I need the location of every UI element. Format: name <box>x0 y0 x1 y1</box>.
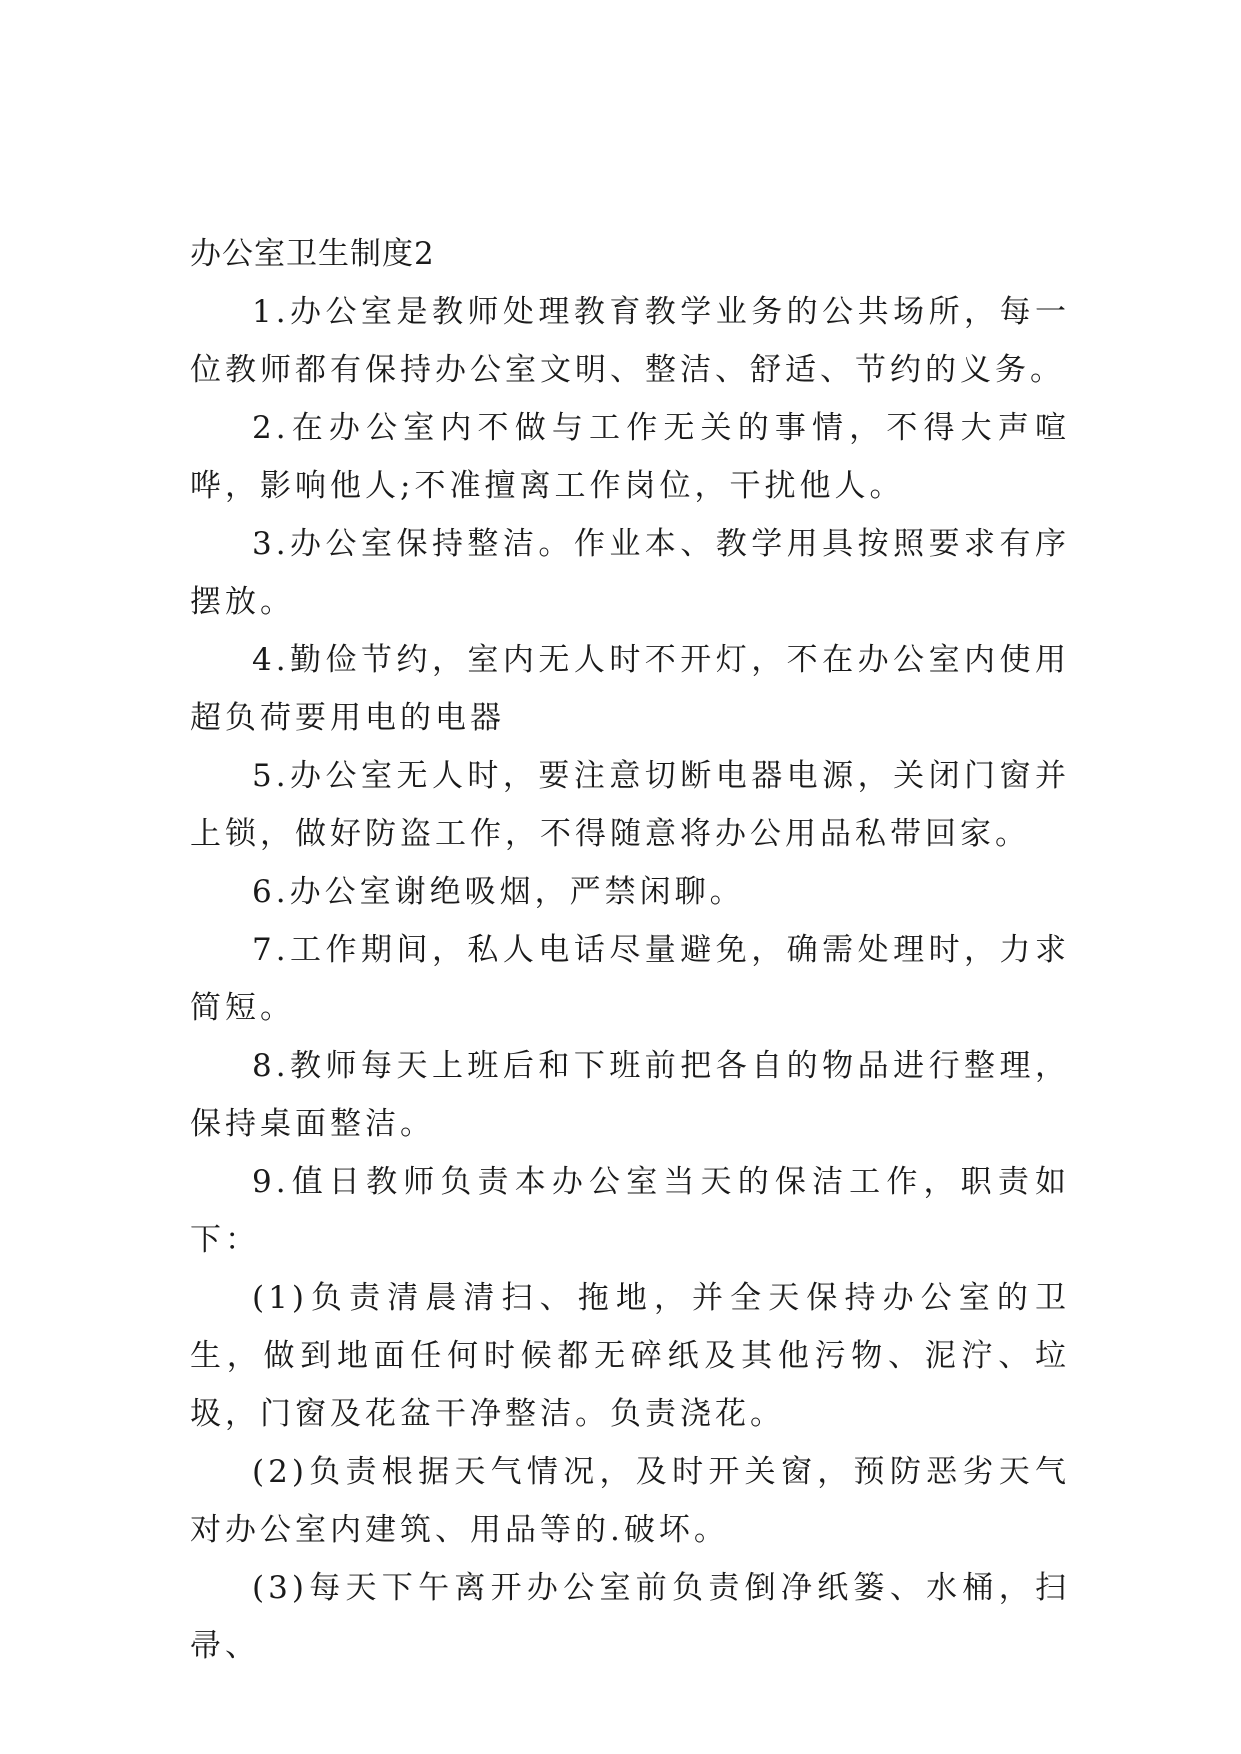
paragraph-item-7: 7.工作期间，私人电话尽量避免，确需处理时，力求简短。 <box>190 932 1070 1026</box>
paragraph-subitem-1: (1)负责清晨清扫、拖地，并全天保持办公室的卫生，做到地面任何时候都无碎纸及其他污物、泥泞、垃圾，门窗及花盆干净整洁。负责浇花。 <box>190 1280 1070 1432</box>
paragraph-subitem-3: (3)每天下午离开办公室前负责倒净纸篓、水桶，扫帚、 <box>190 1570 1070 1664</box>
paragraph-item-6: 6.办公室谢绝吸烟，严禁闲聊。 <box>252 874 745 910</box>
paragraph-item-1: 1.办公室是教师处理教育教学业务的公共场所，每一位教师都有保持办公室文明、整洁、舒适、节约的义务。 <box>190 294 1070 388</box>
paragraph-item-3: 3.办公室保持整洁。作业本、教学用具按照要求有序摆放。 <box>190 526 1070 620</box>
paragraph-item-2: 2.在办公室内不做与工作无关的事情，不得大声喧哗，影响他人;不准擅离工作岗位，干扰他人。 <box>190 410 1070 504</box>
document-title: 办公室卫生制度2 <box>190 236 435 272</box>
paragraph-item-9: 9.值日教师负责本办公室当天的保洁工作，职责如下： <box>190 1164 1070 1258</box>
paragraph-subitem-2: (2)负责根据天气情况，及时开关窗，预防恶劣天气对办公室内建筑、用品等的.破坏。 <box>190 1454 1070 1548</box>
paragraph-item-5: 5.办公室无人时，要注意切断电器电源，关闭门窗并上锁，做好防盗工作，不得随意将办公用品私带回家。 <box>190 758 1070 852</box>
paragraph-item-4: 4.勤俭节约，室内无人时不开灯，不在办公室内使用超负荷要用电的电器 <box>190 642 1070 736</box>
paragraph-item-8: 8.教师每天上班后和下班前把各自的物品进行整理，保持桌面整洁。 <box>190 1048 1070 1142</box>
document-body <box>190 225 1070 1675</box>
